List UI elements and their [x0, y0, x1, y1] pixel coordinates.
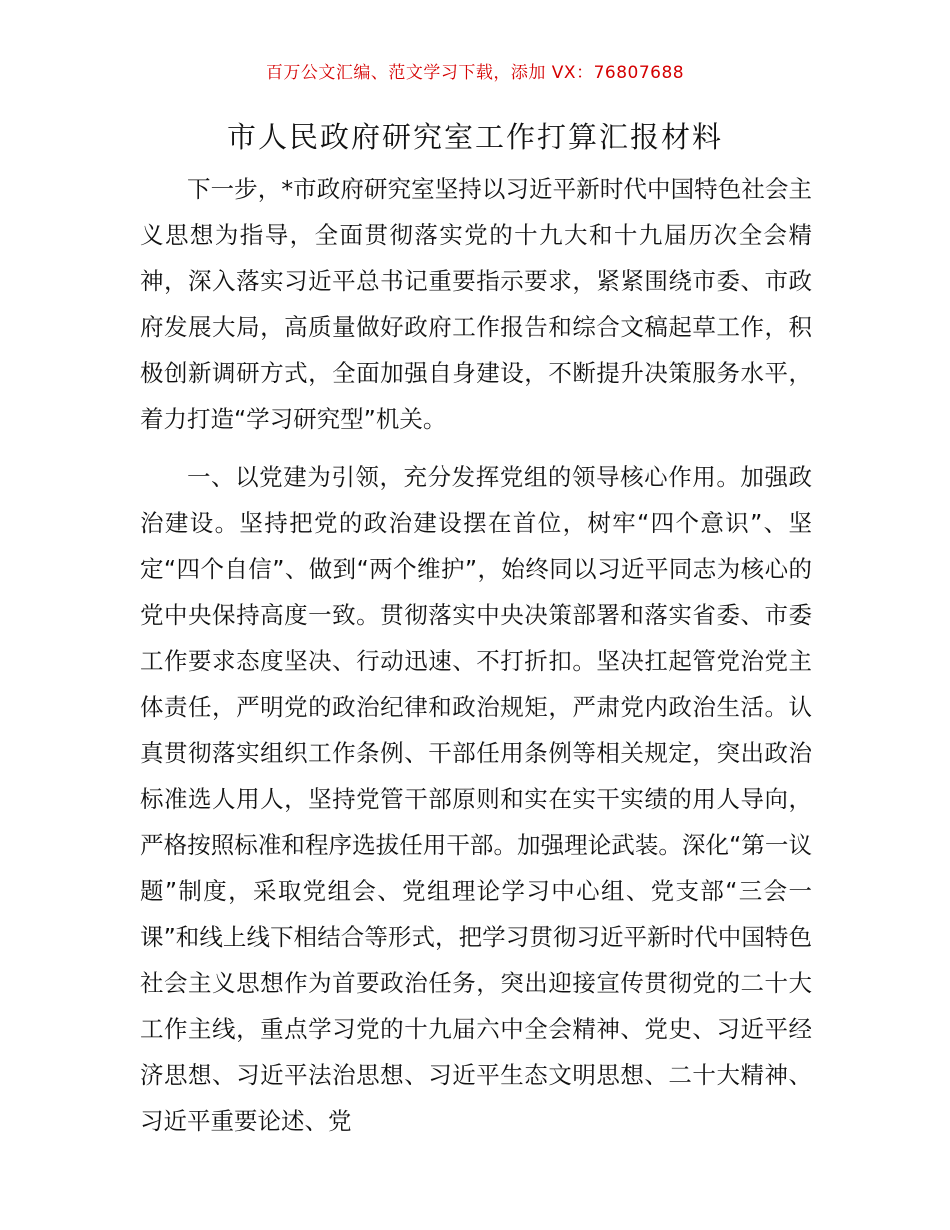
document-body	[140, 166, 812, 1144]
header-note: 百万公文汇编、范文学习下载，添加 VX：76807688	[265, 63, 685, 83]
paragraph-intro: 下一步，*市政府研究室坚持以习近平新时代中国特色社会主义思想为指导，全面贯彻落实党的十九大和十九届历次全会精神，深入落实习近平总书记重要指示要求，紧紧围绕市委、市政府发展大局，高质量做好政府工作报告和综合文稿起草工作，积极创新调研方式，全面加强自身建设，不断提升决策服务水平，着力打造“学习研究型”机关。	[140, 175, 812, 433]
paragraph-section-one: 一、以党建为引领，充分发挥党组的领导核心作用。加强政治建设。坚持把党的政治建设摆在首位，树牢“四个意识”、坚定“四个自信”、做到“两个维护”，始终同以习近平同志为核心的党中央保持高度一致。贯彻落实中央决策部署和落实省委、市委工作要求态度坚决、行动迅速、不打折扣。坚决扛起管党治党主体责任，严明党的政治纪律和政治规矩，严肃党内政治生活。认真贯彻落实组织工作条例、干部任用条例等相关规定，突出政治标准选人用人，坚持党管干部原则和实在实干实绩的用人导向，严格按照标准和程序选拔任用干部。加强理论武装。深化“第一议题”制度，采取党组会、党组理论学习中心组、党支部“三会一课”和线上线下相结合等形式，把学习贯彻习近平新时代中国特色社会主义思想作为首要政治任务，突出迎接宣传贯彻党的二十大工作主线，重点学习党的十九届六中全会精神、党史、习近平经济思想、习近平法治思想、习近平生态文明思想、二十大精神、习近平重要论述、党	[140, 463, 812, 1135]
page-title: 市人民政府研究室工作打算汇报材料	[226, 120, 723, 154]
